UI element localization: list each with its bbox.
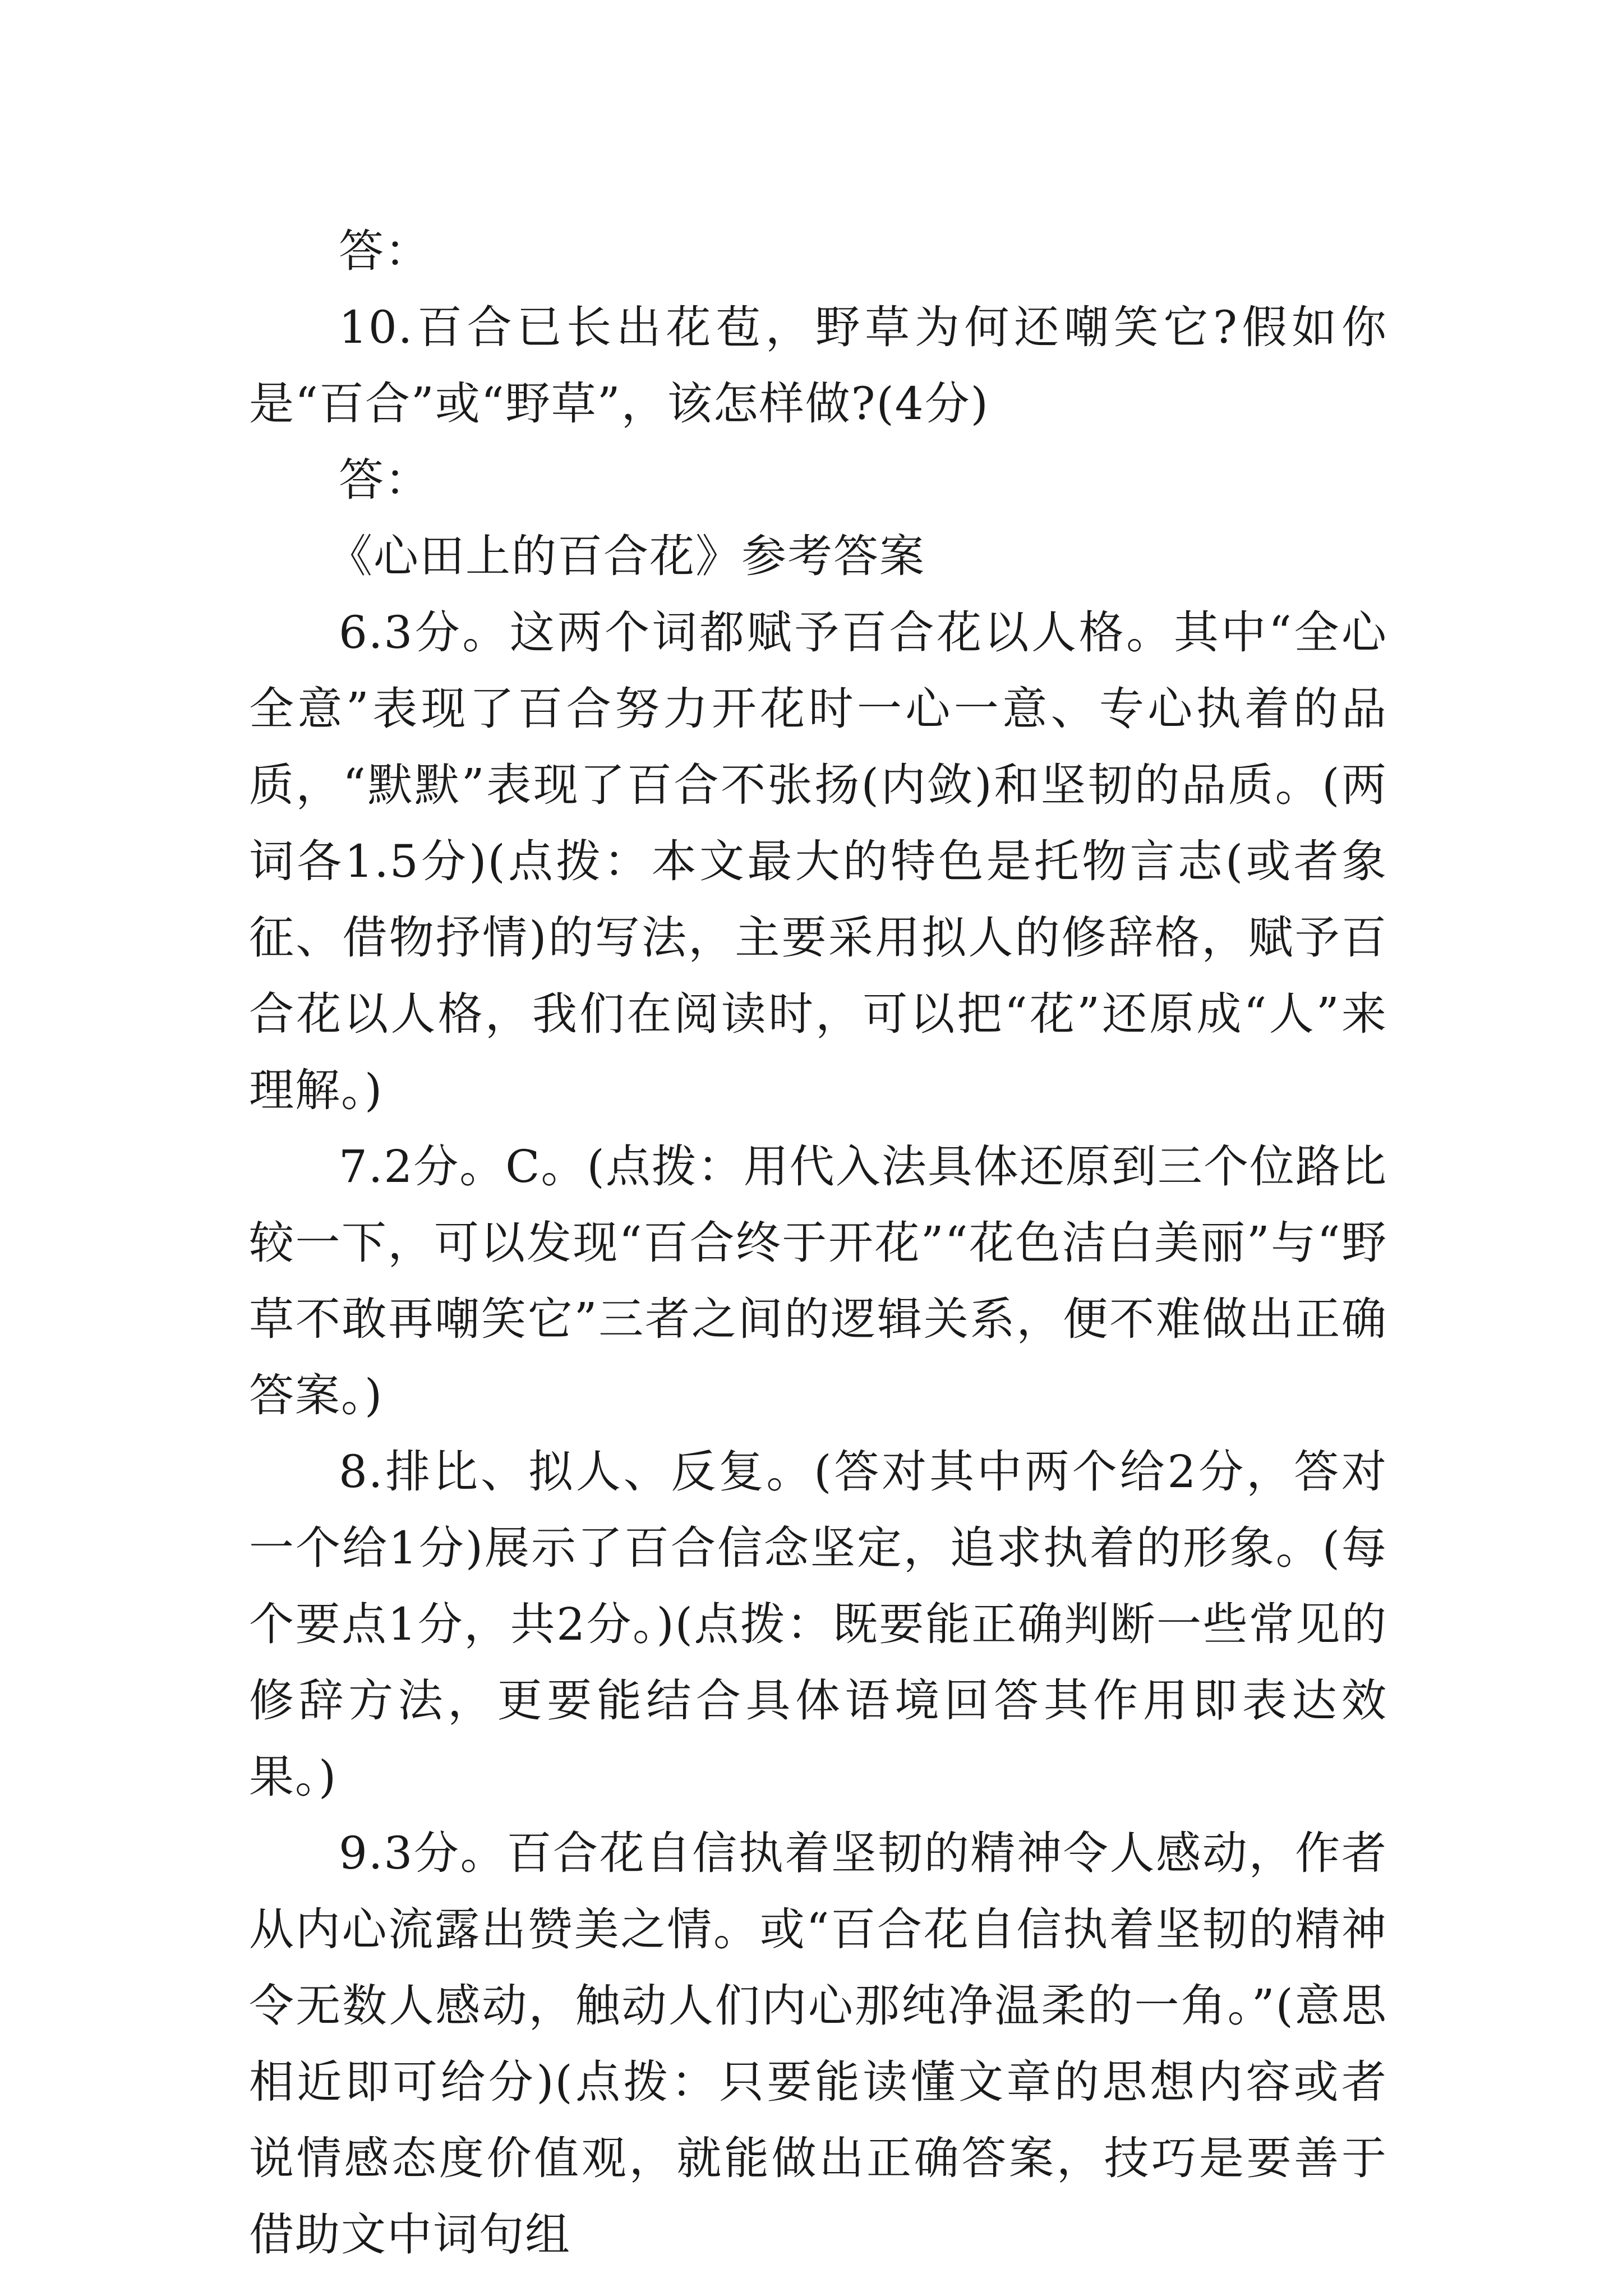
answer-6: 6.3分。这两个词都赋予百合花以人格。其中“全心全意”表现了百合努力开花时一心一意、专心执着的品质，“默默”表现了百合不张扬(内敛)和坚韧的品质。(两词各1.5分)(点拨：本文最大的特色是托物言志(或者象征、借物抒情)的写法，主要采用拟人的修辞格，赋予百合花以人格，我们在阅读时，可以把“花”还原成“人”来理解。): [249, 606, 1387, 1116]
answer-prompt-9: 答：: [339, 225, 431, 277]
answer-8: 8.排比、拟人、反复。(答对其中两个给2分，答对一个给1分)展示了百合信念坚定，追求执着的形象。(每个要点1分，共2分。)(点拨：既要能正确判断一些常见的修辞方法，更要能结合具体语境回答其作用即表达效果。): [249, 1446, 1387, 1803]
answer-key-title: 《心田上的百合花》参考答案: [328, 530, 925, 582]
question-10: 10.百合已长出花苞，野草为何还嘲笑它?假如你是“百合”或“野草”，该怎样做?(4分): [249, 301, 1387, 430]
document-body: [249, 213, 1387, 2273]
answer-prompt-10: 答：: [339, 454, 431, 506]
answer-7: 7.2分。C。(点拨：用代入法具体还原到三个位路比较一下，可以发现“百合终于开花”“花色洁白美丽”与“野草不敢再嘲笑它”三者之间的逻辑关系，便不难做出正确答案。): [249, 1140, 1387, 1421]
answer-9: 9.3分。百合花自信执着坚韧的精神令人感动，作者从内心流露出赞美之情。或“百合花自信执着坚韧的精神令无数人感动，触动人们内心那纯净温柔的一角。”(意思相近即可给分)(点拨：只要能读懂文章的思想内容或者说情感态度价值观，就能做出正确答案，技巧是要善于借助文中词句组: [249, 1827, 1387, 2261]
